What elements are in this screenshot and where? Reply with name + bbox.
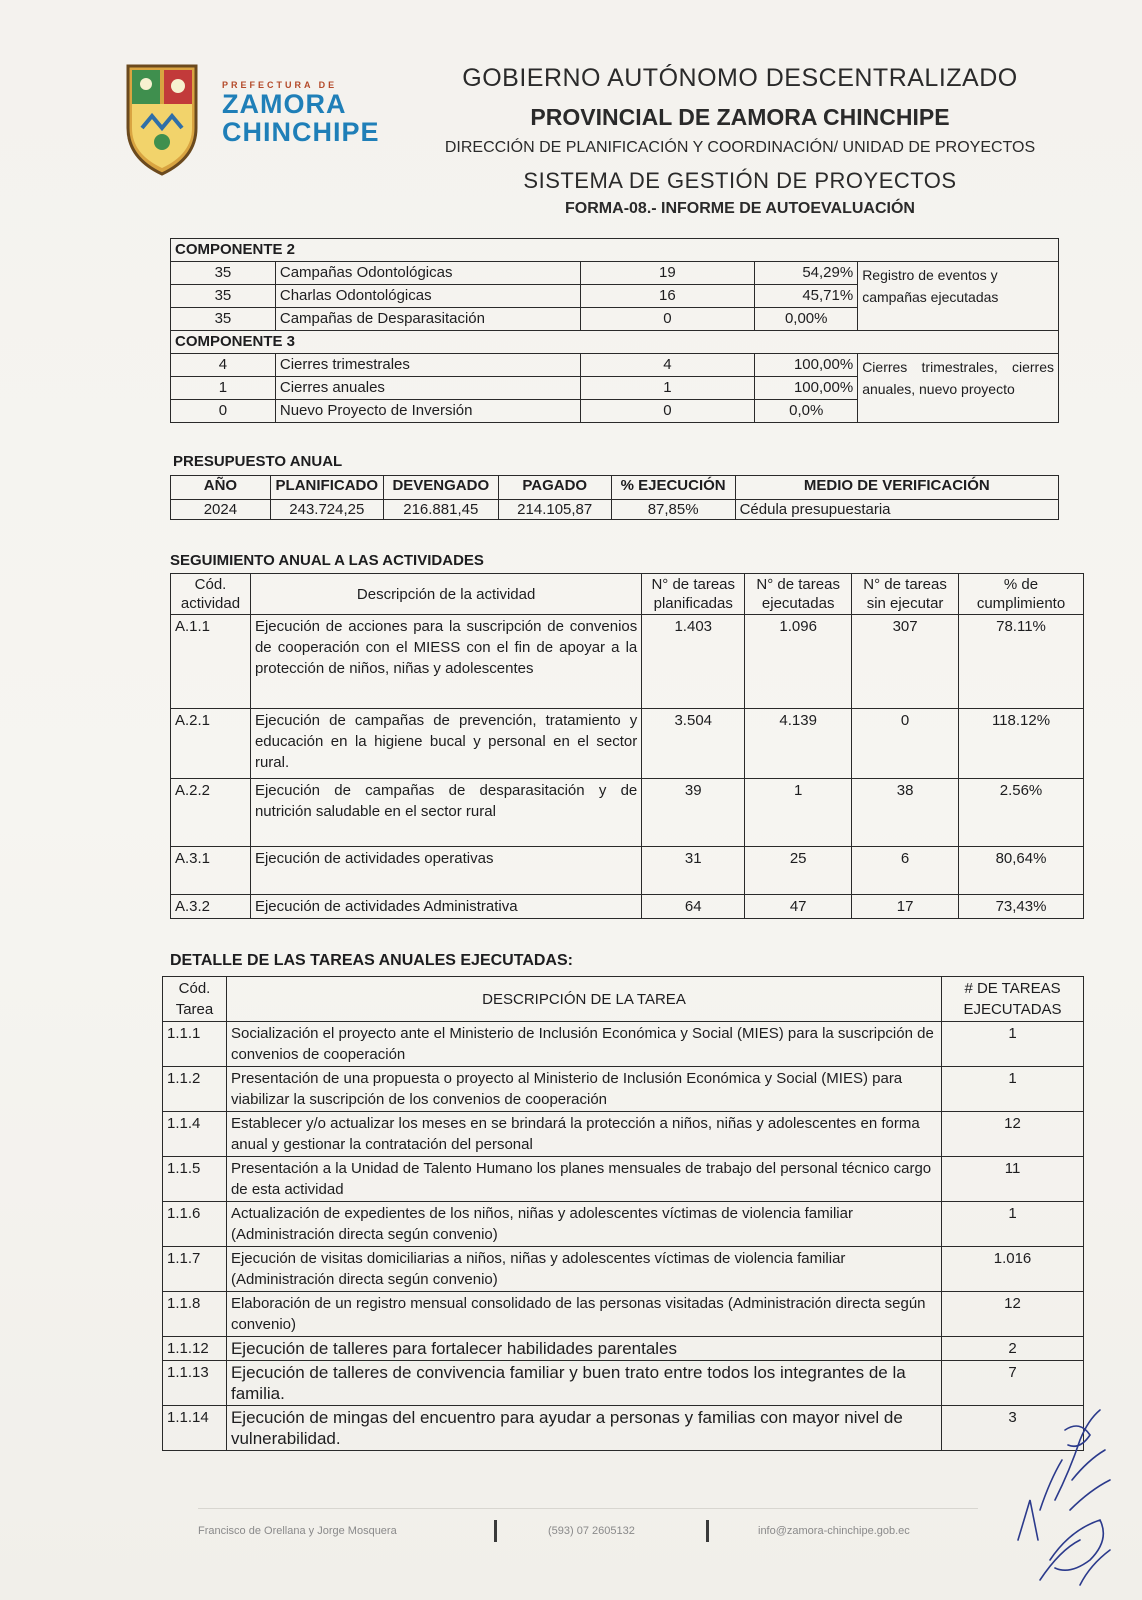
activity-pending: 0 [852, 709, 959, 779]
component-done: 1 [580, 377, 755, 400]
task-count: 1 [942, 1067, 1084, 1112]
footer-divider [198, 1508, 978, 1509]
activity-pending: 6 [852, 847, 959, 895]
task-count: 3 [942, 1406, 1084, 1451]
followup-title: SEGUIMIENTO ANUAL A LAS ACTIVIDADES [170, 552, 484, 569]
tasks-header-description: DESCRIPCIÓN DE LA TAREA [226, 977, 941, 1022]
budget-header-accrued: DEVENGADO [383, 476, 498, 500]
activity-planned: 64 [642, 895, 745, 919]
budget-year: 2024 [171, 500, 271, 520]
activity-planned: 1.403 [642, 615, 745, 709]
activity-code: A.3.1 [171, 847, 251, 895]
activity-compliance: 2.56% [959, 779, 1084, 847]
followup-header-executed: N° de tareas ejecutadas [745, 574, 852, 615]
activity-planned: 31 [642, 847, 745, 895]
task-code: 1.1.7 [163, 1247, 227, 1292]
component-header-row [171, 239, 1059, 262]
budget-table [170, 475, 1059, 520]
activity-executed: 1.096 [745, 615, 852, 709]
activity-description: Ejecución de acciones para la suscripción de convenios de cooperación con el MIESS con el fin de apoyar a la protección de niños, niñas y adolescentes [250, 615, 641, 709]
component-name: Cierres trimestrales [275, 354, 580, 377]
activity-pending: 307 [852, 615, 959, 709]
task-code: 1.1.6 [163, 1202, 227, 1247]
task-description: Elaboración de un registro mensual consolidado de las personas visitadas (Administración directa según convenio) [226, 1292, 941, 1337]
task-count: 1 [942, 1202, 1084, 1247]
task-description: Actualización de expedientes de los niños, niñas y adolescentes víctimas de violencia familiar (Administración directa según convenio) [226, 1202, 941, 1247]
component-verification: Cierres trimestrales, cierres anuales, nuevo proyecto [858, 354, 1059, 423]
table-row [171, 500, 1059, 520]
header-line4: SISTEMA DE GESTIÓN DE PROYECTOS [523, 168, 957, 193]
footer-phone: (593) 07 2605132 [548, 1525, 635, 1537]
followup-table [170, 573, 1084, 919]
task-code: 1.1.4 [163, 1112, 227, 1157]
followup-header-pending: N° de tareas sin ejecutar [852, 574, 959, 615]
header-line2: PROVINCIAL DE ZAMORA CHINCHIPE [530, 104, 950, 130]
table-row [163, 1067, 1084, 1112]
budget-header-year: AÑO [171, 476, 271, 500]
activity-planned: 39 [642, 779, 745, 847]
header-line3: DIRECCIÓN DE PLANIFICACIÓN Y COORDINACIÓN/ UNIDAD DE PROYECTOS [444, 139, 1036, 156]
tasks-header-count: # DE TAREAS EJECUTADAS [942, 977, 1084, 1022]
task-description: Ejecución de visitas domiciliarias a niños, niñas y adolescentes víctimas de violencia familiar (Administración directa según convenio) [226, 1247, 941, 1292]
logo-wordmark [222, 80, 380, 146]
footer-email: info@zamora-chinchipe.gob.ec [758, 1525, 910, 1537]
budget-header-execution: % EJECUCIÓN [611, 476, 735, 500]
table-row [163, 1157, 1084, 1202]
logo-line1: ZAMORA [222, 89, 347, 119]
budget-execution: 87,85% [611, 500, 735, 520]
activity-compliance: 80,64% [959, 847, 1084, 895]
header-line1: GOBIERNO AUTÓNOMO DESCENTRALIZADO [462, 64, 1018, 92]
task-code: 1.1.12 [163, 1337, 227, 1361]
table-row [163, 1292, 1084, 1337]
activity-pending: 17 [852, 895, 959, 919]
component-meta: 35 [171, 262, 276, 285]
component-meta: 0 [171, 400, 276, 423]
component-done: 4 [580, 354, 755, 377]
task-description: Ejecución de talleres para fortalecer habilidades parentales [226, 1337, 941, 1361]
tasks-header-row [163, 977, 1084, 1022]
task-description: Presentación a la Unidad de Talento Humano los planes mensuales de trabajo del personal técnico cargo de esta actividad [226, 1157, 941, 1202]
activity-planned: 3.504 [642, 709, 745, 779]
component-done: 0 [580, 308, 755, 331]
activity-code: A.3.2 [171, 895, 251, 919]
activity-description: Ejecución de actividades Administrativa [250, 895, 641, 919]
task-description: Socialización el proyecto ante el Ministerio de Inclusión Económica y Social (MIES) para la suscripción de convenios de cooperación [226, 1022, 941, 1067]
budget-planned: 243.724,25 [270, 500, 383, 520]
handwritten-signature [1010, 1390, 1120, 1590]
budget-accrued: 216.881,45 [383, 500, 498, 520]
tasks-title: DETALLE DE LAS TAREAS ANUALES EJECUTADAS: [170, 952, 573, 969]
prefectura-shield-logo [122, 58, 202, 178]
component-done: 16 [580, 285, 755, 308]
task-code: 1.1.1 [163, 1022, 227, 1067]
budget-paid: 214.105,87 [498, 500, 611, 520]
component-name: Campañas Odontológicas [275, 262, 580, 285]
followup-header-row [171, 574, 1084, 615]
followup-header-code: Cód. actividad [171, 574, 251, 615]
component-name: Nuevo Proyecto de Inversión [275, 400, 580, 423]
table-row [163, 1337, 1084, 1361]
component-title: COMPONENTE 2 [171, 239, 1059, 262]
component-meta: 1 [171, 377, 276, 400]
component-meta: 35 [171, 308, 276, 331]
task-count: 11 [942, 1157, 1084, 1202]
component-verification: Registro de eventos y campañas ejecutadas [858, 262, 1059, 331]
component-pct: 45,71% [755, 285, 858, 308]
budget-header-row [171, 476, 1059, 500]
task-code: 1.1.5 [163, 1157, 227, 1202]
table-row [163, 1406, 1084, 1451]
component-name: Charlas Odontológicas [275, 285, 580, 308]
component-meta: 4 [171, 354, 276, 377]
budget-title: PRESUPUESTO ANUAL [173, 453, 343, 470]
component-done: 0 [580, 400, 755, 423]
table-row [171, 615, 1084, 709]
activity-executed: 47 [745, 895, 852, 919]
activity-executed: 25 [745, 847, 852, 895]
table-row [163, 1022, 1084, 1067]
task-description: Establecer y/o actualizar los meses en se brindará la protección a niños, niñas y adolescentes en forma anual y gestionar la contratación del personal [226, 1112, 941, 1157]
component-pct: 0,0% [755, 400, 858, 423]
table-row [171, 709, 1084, 779]
activity-description: Ejecución de actividades operativas [250, 847, 641, 895]
table-row [171, 847, 1084, 895]
task-count: 12 [942, 1292, 1084, 1337]
task-count: 1 [942, 1022, 1084, 1067]
footer-separator [494, 1520, 497, 1542]
activity-compliance: 118.12% [959, 709, 1084, 779]
logo-small-text: PREFECTURA DE [222, 80, 338, 90]
component-name: Campañas de Desparasitación [275, 308, 580, 331]
task-count: 1.016 [942, 1247, 1084, 1292]
component-name: Cierres anuales [275, 377, 580, 400]
component-done: 19 [580, 262, 755, 285]
component-pct: 100,00% [755, 354, 858, 377]
components-table [170, 238, 1059, 423]
component-pct: 100,00% [755, 377, 858, 400]
activity-code: A.2.1 [171, 709, 251, 779]
component-pct: 0,00% [755, 308, 858, 331]
component-pct: 54,29% [755, 262, 858, 285]
task-code: 1.1.2 [163, 1067, 227, 1112]
task-description: Ejecución de mingas del encuentro para ayudar a personas y familias con mayor nivel de vulnerabilidad. [226, 1406, 941, 1451]
task-description: Ejecución de talleres de convivencia familiar y buen trato entre todos los integrantes de la familia. [226, 1361, 941, 1406]
table-row [171, 354, 1059, 377]
task-code: 1.1.8 [163, 1292, 227, 1337]
followup-header-planned: N° de tareas planificadas [642, 574, 745, 615]
component-meta: 35 [171, 285, 276, 308]
activity-pending: 38 [852, 779, 959, 847]
followup-header-description: Descripción de la actividad [250, 574, 641, 615]
table-row [163, 1361, 1084, 1406]
activity-code: A.1.1 [171, 615, 251, 709]
task-count: 2 [942, 1337, 1084, 1361]
logo-line2: CHINCHIPE [222, 117, 380, 147]
activity-executed: 4.139 [745, 709, 852, 779]
footer-separator [706, 1520, 709, 1542]
budget-verification: Cédula presupuestaria [735, 500, 1058, 520]
task-count: 7 [942, 1361, 1084, 1406]
activity-compliance: 73,43% [959, 895, 1084, 919]
table-row [163, 1247, 1084, 1292]
activity-code: A.2.2 [171, 779, 251, 847]
component-header-row [171, 331, 1059, 354]
budget-header-verification: MEDIO DE VERIFICACIÓN [735, 476, 1058, 500]
table-row [163, 1112, 1084, 1157]
activity-compliance: 78.11% [959, 615, 1084, 709]
task-count: 12 [942, 1112, 1084, 1157]
table-row [171, 779, 1084, 847]
activity-executed: 1 [745, 779, 852, 847]
footer-address: Francisco de Orellana y Jorge Mosquera [198, 1525, 397, 1537]
form-title: FORMA-08.- INFORME DE AUTOEVALUACIÓN [565, 200, 915, 217]
activity-description: Ejecución de campañas de desparasitación y de nutrición saludable en el sector rural [250, 779, 641, 847]
tasks-header-code: Cód. Tarea [163, 977, 227, 1022]
budget-header-planned: PLANIFICADO [270, 476, 383, 500]
table-row [171, 895, 1084, 919]
task-code: 1.1.14 [163, 1406, 227, 1451]
budget-header-paid: PAGADO [498, 476, 611, 500]
table-row [171, 262, 1059, 285]
task-description: Presentación de una propuesta o proyecto al Ministerio de Inclusión Económica y Social (MIES) para viabilizar la suscripción de los convenios de cooperación [226, 1067, 941, 1112]
task-code: 1.1.13 [163, 1361, 227, 1406]
followup-header-compliance: % de cumplimiento [959, 574, 1084, 615]
activity-description: Ejecución de campañas de prevención, tratamiento y educación en la higiene bucal y personal en el sector rural. [250, 709, 641, 779]
component-title: COMPONENTE 3 [171, 331, 1059, 354]
tasks-table [162, 976, 1084, 1451]
table-row [163, 1202, 1084, 1247]
